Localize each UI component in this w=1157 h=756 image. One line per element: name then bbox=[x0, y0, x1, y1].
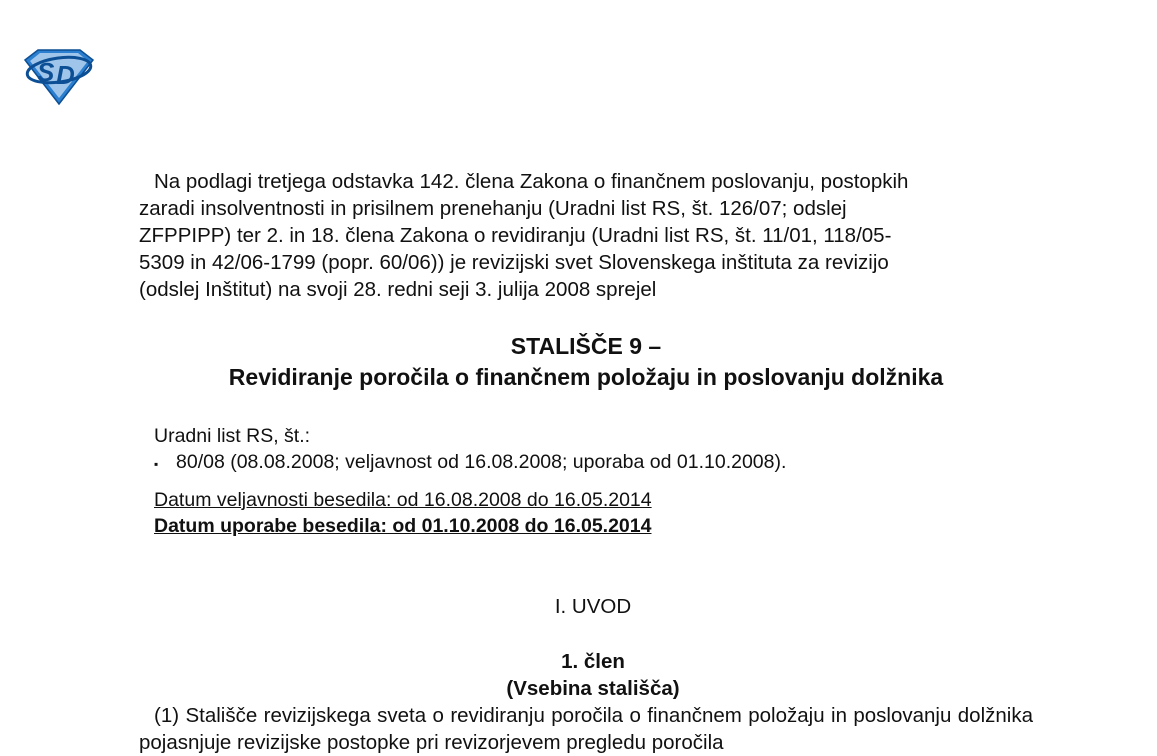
svg-text:D: D bbox=[56, 60, 75, 90]
intro-line: ZFPPIPP) ter 2. in 18. člena Zakona o revidiranju (Uradni list RS, št. 11/01, 118/05- bbox=[139, 224, 892, 248]
gazette-entry: 80/08 (08.08.2008; veljavnost od 16.08.2008; uporaba od 01.10.2008). bbox=[176, 451, 787, 473]
gazette-block bbox=[154, 423, 786, 477]
intro-line: zaradi insolventnosti in prisilnem prenehanju (Uradni list RS, št. 126/07; odslej bbox=[139, 197, 847, 221]
use-date: Datum uporabe besedila: od 01.10.2008 do 16.05.2014 bbox=[154, 515, 652, 537]
validity-date: Datum veljavnosti besedila: od 16.08.2008 do 16.05.2014 bbox=[154, 489, 652, 511]
article-title: (Vsebina stališča) bbox=[506, 677, 680, 700]
intro-paragraph bbox=[139, 168, 1033, 303]
gazette-label: Uradni list RS, št.: bbox=[154, 425, 311, 447]
intro-line: 5309 in 42/06-1799 (popr. 60/06)) je revizijski svet Slovenskega inštituta za revizijo bbox=[139, 251, 889, 275]
gazette-entry-row bbox=[154, 449, 786, 477]
intro-line: (odslej Inštitut) na svoji 28. redni seji 3. julija 2008 sprejel bbox=[139, 278, 657, 302]
document-title: STALIŠČE 9 – bbox=[510, 333, 662, 359]
sd-logo-icon bbox=[22, 48, 96, 106]
validity-block bbox=[154, 487, 652, 539]
bullet-icon: ▪ bbox=[154, 457, 159, 471]
article-number: 1. člen bbox=[561, 650, 625, 673]
intro-line: Na podlagi tretjega odstavka 142. člena Zakona o finančnem poslovanju, postopkih bbox=[154, 170, 909, 193]
svg-text:S: S bbox=[37, 57, 55, 87]
section-heading: I. UVOD bbox=[554, 595, 632, 618]
document-subtitle: Revidiranje poročila o finančnem položaju in poslovanju dolžnika bbox=[228, 364, 944, 390]
article-body: (1) Stališče revizijskega sveta o revidiranju poročila o finančnem položaju in poslovanju dolžnika pojasnjuje revizijske postopke pri revizorjevem pregledu poročila bbox=[139, 704, 1033, 755]
